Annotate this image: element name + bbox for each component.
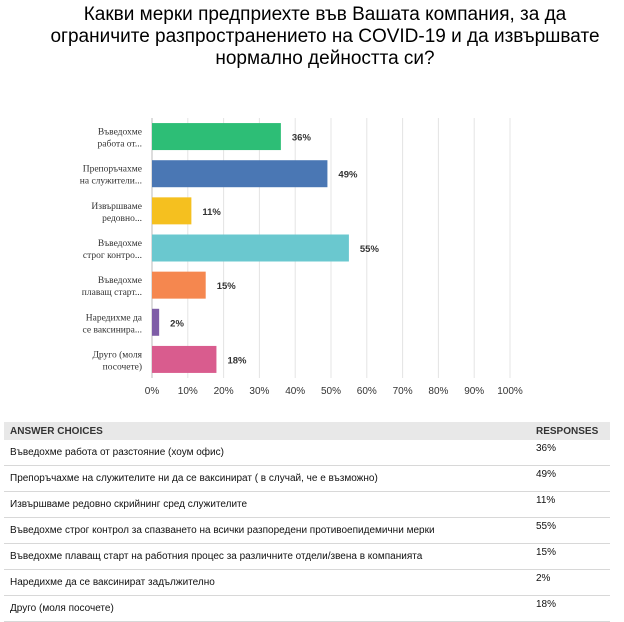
- category-label: Препоръчахме на служители...: [79, 164, 142, 187]
- x-tick-label: 90%: [464, 386, 485, 397]
- answer-table: [4, 422, 610, 622]
- table-header-row: [4, 422, 610, 440]
- bar: [152, 346, 216, 373]
- value-label: 2%: [170, 318, 184, 330]
- answer-choice: Извършваме редовно скрийнинг сред служителите: [4, 492, 530, 518]
- x-tick-label: 100%: [497, 386, 523, 397]
- answer-choice: Въведохме строг контрол за спазването на всички разпоредени противоепидемични мерки: [4, 518, 530, 544]
- x-tick-label: 0%: [144, 386, 160, 397]
- category-label: Въведохме строг контро...: [82, 239, 142, 261]
- category-label: Наредихме да се ваксинира...: [82, 313, 142, 336]
- response-percent: 18%: [530, 596, 610, 622]
- answer-choice: Въведохме плаващ старт на работния процес за различните отдели/звена в компанията: [4, 544, 530, 570]
- table-row: [4, 596, 610, 622]
- category-label: Въведохме работа от...: [97, 127, 142, 150]
- answer-choice: Препоръчахме на служителите ни да се ваксинират ( в случай, че е възможно): [4, 466, 530, 492]
- category-label: Извършваме редовно...: [91, 201, 142, 224]
- table-row: [4, 518, 610, 544]
- value-label: 11%: [202, 206, 221, 218]
- response-percent: 11%: [530, 492, 610, 518]
- table-row: [4, 570, 610, 596]
- response-percent: 15%: [530, 544, 610, 570]
- x-tick-label: 50%: [320, 386, 342, 397]
- category-label: Въведохме плаващ старт...: [81, 276, 142, 299]
- x-tick-label: 80%: [428, 386, 449, 397]
- bar: [152, 197, 191, 224]
- value-label: 18%: [227, 355, 247, 367]
- table-row: [4, 440, 610, 466]
- bar: [152, 123, 281, 150]
- responses-header: RESPONSES: [530, 422, 610, 440]
- bar: [152, 160, 327, 187]
- x-tick-label: 30%: [249, 386, 270, 397]
- answer-choices-header: ANSWER CHOICES: [4, 422, 530, 440]
- response-percent: 2%: [530, 570, 610, 596]
- value-label: 49%: [338, 169, 358, 181]
- table-row: [4, 544, 610, 570]
- response-percent: 55%: [530, 518, 610, 544]
- bar: [152, 309, 159, 336]
- value-label: 55%: [359, 244, 379, 255]
- bar: [152, 235, 349, 262]
- bar: [152, 272, 206, 299]
- x-tick-label: 10%: [177, 386, 198, 397]
- x-tick-label: 70%: [392, 386, 413, 397]
- value-label: 36%: [291, 132, 311, 144]
- answer-choice: Наредихме да се ваксинират задължително: [4, 570, 530, 596]
- answer-choice: Въведохме работа от разстояние (хоум офис): [4, 440, 530, 466]
- table-row: [4, 492, 610, 518]
- x-tick-label: 20%: [213, 386, 234, 397]
- x-tick-label: 40%: [285, 386, 306, 397]
- chart-title: Какви мерки предприехте във Вашата компания, за да ограничите разпространението на COVID-19 и да извършвате нормално дейността си?: [50, 4, 600, 69]
- category-label: Друго (моля посочете): [92, 350, 142, 373]
- table-row: [4, 466, 610, 492]
- response-percent: 49%: [530, 466, 610, 492]
- value-label: 15%: [216, 281, 236, 293]
- x-tick-label: 60%: [356, 386, 377, 397]
- answer-choice: Друго (моля посочете): [4, 596, 530, 622]
- response-percent: 36%: [530, 440, 610, 466]
